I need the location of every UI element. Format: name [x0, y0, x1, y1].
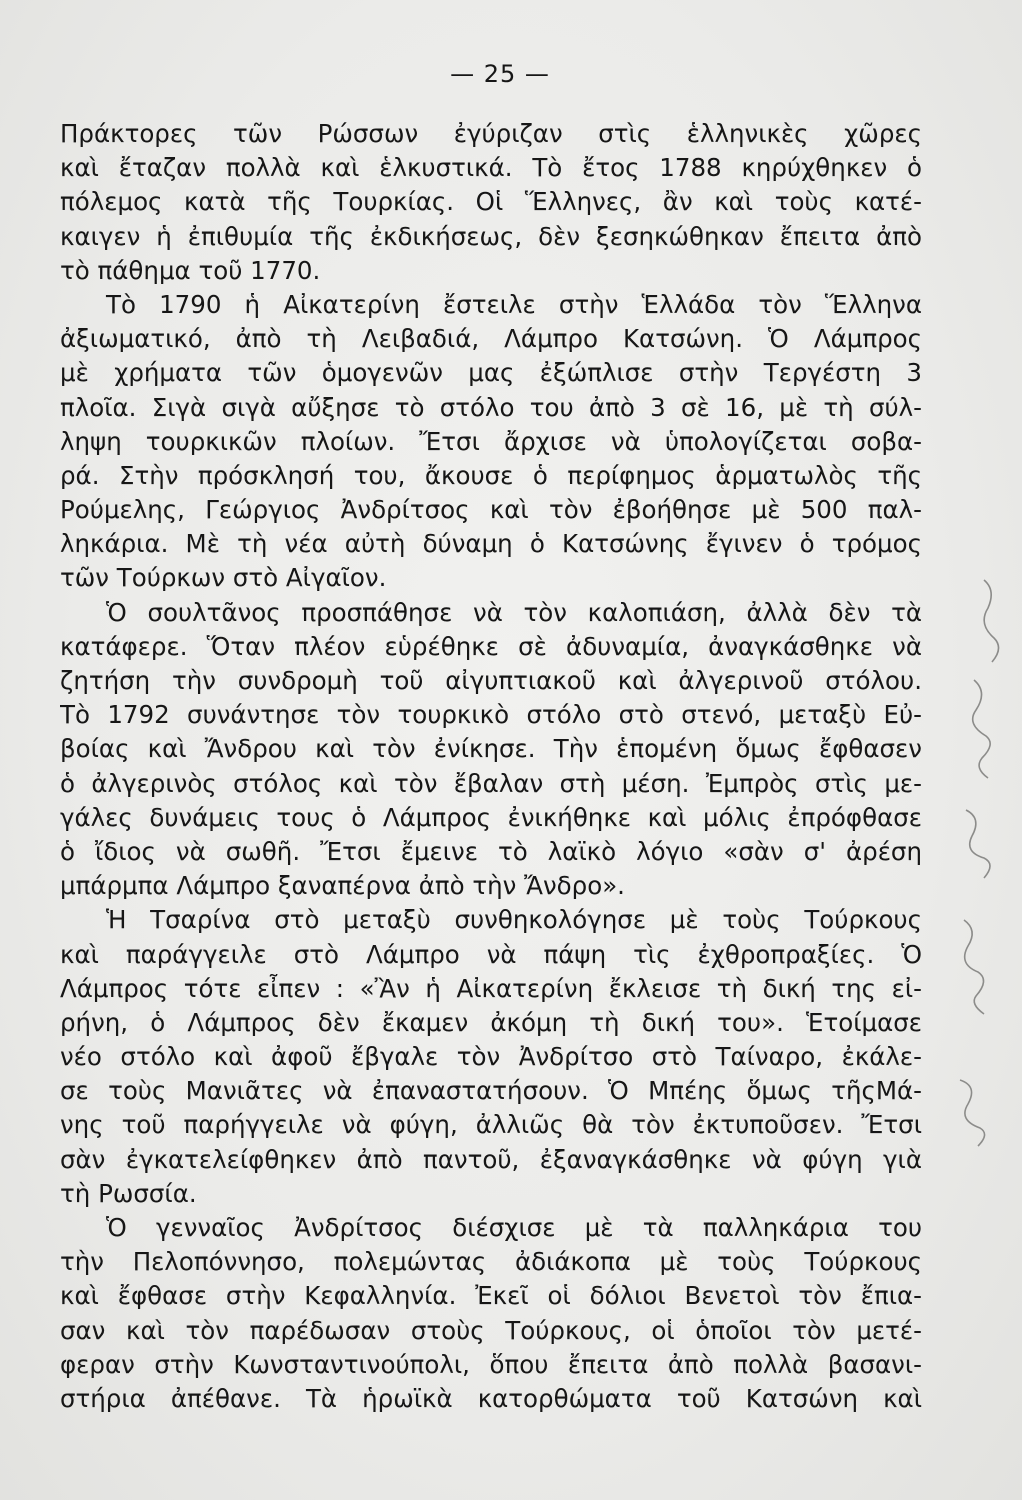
- text-line: καὶ ἔταζαν πολλὰ καὶ ἑλκυστικά. Τὸ ἔτος 1788 κηρύχθηκεν ὁ: [60, 153, 922, 183]
- text-line: Πράκτορες τῶν Ρώσσων ἐγύριζαν στὶς ἑλληνικὲς χῶρες: [60, 119, 922, 148]
- text-line: Ὁ σουλτᾶνος προσπάθησε νὰ τὸν καλοπιάση, ἀλλὰ δὲν τὰ: [106, 597, 922, 627]
- text-line: Ρούμελης, Γεώργιος Ἀνδρίτσος καὶ τὸν ἐβοήθησε μὲ 500 παλ-: [60, 495, 922, 525]
- text-line: κατάφερε. Ὅταν πλέον εὑρέθηκε σὲ ἀδυναμία, ἀναγκάσθηκε νὰ: [60, 631, 922, 661]
- text-line: Ἡ Τσαρίνα στὸ μεταξὺ συνθηκολόγησε μὲ τοὺς Τούρκους: [106, 905, 922, 935]
- text-line: πόλεμος κατὰ τῆς Τουρκίας. Οἱ Ἕλληνες, ἂν καὶ τοὺς κατέ-: [60, 187, 922, 217]
- text-line: ληψη τουρκικῶν πλοίων. Ἔτσι ἄρχισε νὰ ὑπολογίζεται σοβα-: [60, 426, 922, 456]
- text-line: ὁ ἴδιος νὰ σωθῆ. Ἔτσι ἔμεινε τὸ λαϊκὸ λόγιο «σὰν σ' ἀρέση: [60, 836, 922, 866]
- text-line: ρήνη, ὁ Λάμπρος δὲν ἔκαμεν ἀκόμη τὴ δική του». Ἑτοίμασε: [60, 1007, 922, 1037]
- text-line: σαν καὶ τὸν παρέδωσαν στοὺς Τούρκους, οἱ ὁποῖοι τὸν μετέ-: [60, 1315, 922, 1345]
- text-line: καιγεν ἡ ἐπιθυμία τῆς ἐκδικήσεως, δὲν ξεσηκώθηκαν ἔπειτα ἀπὸ: [60, 221, 922, 251]
- text-line: γάλες δυνάμεις τους ὁ Λάμπρος ἐνικήθηκε καὶ μόλις ἐπρόφθασε: [60, 802, 922, 832]
- text-line: ληκάρια. Μὲ τὴ νέα αὐτὴ δύναμη ὁ Κατσώνης ἔγινεν ὁ τρόμος: [60, 529, 922, 559]
- text-line: Ὁ γενναῖος Ἀνδρίτσος διέσχισε μὲ τὰ παλληκάρια του: [106, 1213, 922, 1242]
- text-line: μὲ χρήματα τῶν ὁμογενῶν μας ἐξώπλισε στὴν Τεργέστη 3: [60, 358, 922, 388]
- text-line: φεραν στὴν Κωνσταντινούπολι, ὅπου ἔπειτα ἀπὸ πολλὰ βασανι-: [60, 1349, 922, 1379]
- text-line: βοίας καὶ Ἄνδρου καὶ τὸν ἐνίκησε. Τὴν ἑπομένη ὅμως ἔφθασεν: [60, 734, 922, 764]
- text-line: τὴ Ρωσσία.: [60, 1178, 197, 1208]
- text-line: καὶ ἔφθασε στὴν Κεφαλληνία. Ἐκεῖ οἱ δόλιοι Βενετοὶ τὸν ἔπια-: [60, 1281, 922, 1311]
- text-line: ὁ ἀλγερινὸς στόλος καὶ τὸν ἔβαλαν στὴ μέση. Ἐμπρὸς στὶς με-: [60, 768, 922, 798]
- text-line: ἀξιωματικό, ἀπὸ τὴ Λειβαδιά, Λάμπρο Κατσώνη. Ὁ Λάμπρος: [60, 324, 922, 354]
- text-line: Λάμπρος τότε εἶπεν : «Ἂν ἡ Αἰκατερίνη ἔκλεισε τὴ δική της εἰ-: [60, 973, 922, 1003]
- text-line: Τὸ 1792 συνάντησε τὸν τουρκικὸ στόλο στὸ στενό, μεταξὺ Εὐ-: [60, 700, 922, 730]
- text-line: Τὸ 1790 ἡ Αἰκατερίνη ἔστειλε στὴν Ἑλλάδα τὸν Ἕλληνα: [106, 289, 922, 319]
- page-number: — 25 —: [450, 60, 550, 88]
- text-line: σε τοὺς Μανιᾶτες νὰ ἐπαναστατήσουν. Ὁ Μπέης ὅμως τῆςΜά-: [60, 1076, 922, 1106]
- text-line: ζητήση τὴν συνδρομὴ τοῦ αἰγυπτιακοῦ καὶ ἀλγερινοῦ στόλου.: [60, 666, 922, 695]
- text-line: νης τοῦ παρήγγειλε νὰ φύγη, ἀλλιῶς θὰ τὸν ἐκτυποῦσεν. Ἔτσι: [60, 1110, 922, 1140]
- text-line: σὰν ἐγκατελείφθηκεν ἀπὸ παντοῦ, ἐξαναγκάσθηκε νὰ φύγη γιὰ: [60, 1144, 922, 1174]
- text-line: στήρια ἀπέθανε. Τὰ ἡρωϊκὰ κατορθώματα τοῦ Κατσώνη καὶ: [60, 1383, 922, 1413]
- text-line: καὶ παράγγειλε στὸ Λάμπρο νὰ πάψη τὶς ἐχθροπραξίες. Ὁ: [60, 939, 922, 969]
- text-line: ρά. Στὴν πρόσκλησή του, ἄκουσε ὁ περίφημος ἁρματωλὸς τῆς: [60, 460, 922, 490]
- text-line: μπάρμπα Λάμπρο ξαναπέρνα ἀπὸ τὴν Ἄνδρο».: [60, 871, 625, 901]
- handwritten-margin-scribble: [944, 560, 1014, 1220]
- text-line: τῶν Τούρκων στὸ Αἰγαῖον.: [60, 563, 387, 593]
- text-line: νέο στόλο καὶ ἀφοῦ ἔβγαλε τὸν Ἀνδρίτσο στὸ Ταίναρο, ἐκάλε-: [60, 1042, 922, 1072]
- body-text: [60, 117, 922, 1416]
- text-line: πλοῖα. Σιγὰ σιγὰ αὔξησε τὸ στόλο του ἀπὸ 3 σὲ 16, μὲ τὴ σύλ-: [60, 392, 922, 422]
- text-line: τὸ πάθημα τοῦ 1770.: [60, 255, 321, 285]
- text-line: τὴν Πελοπόννησο, πολεμώντας ἀδιάκοπα μὲ τοὺς Τούρκους: [60, 1247, 922, 1277]
